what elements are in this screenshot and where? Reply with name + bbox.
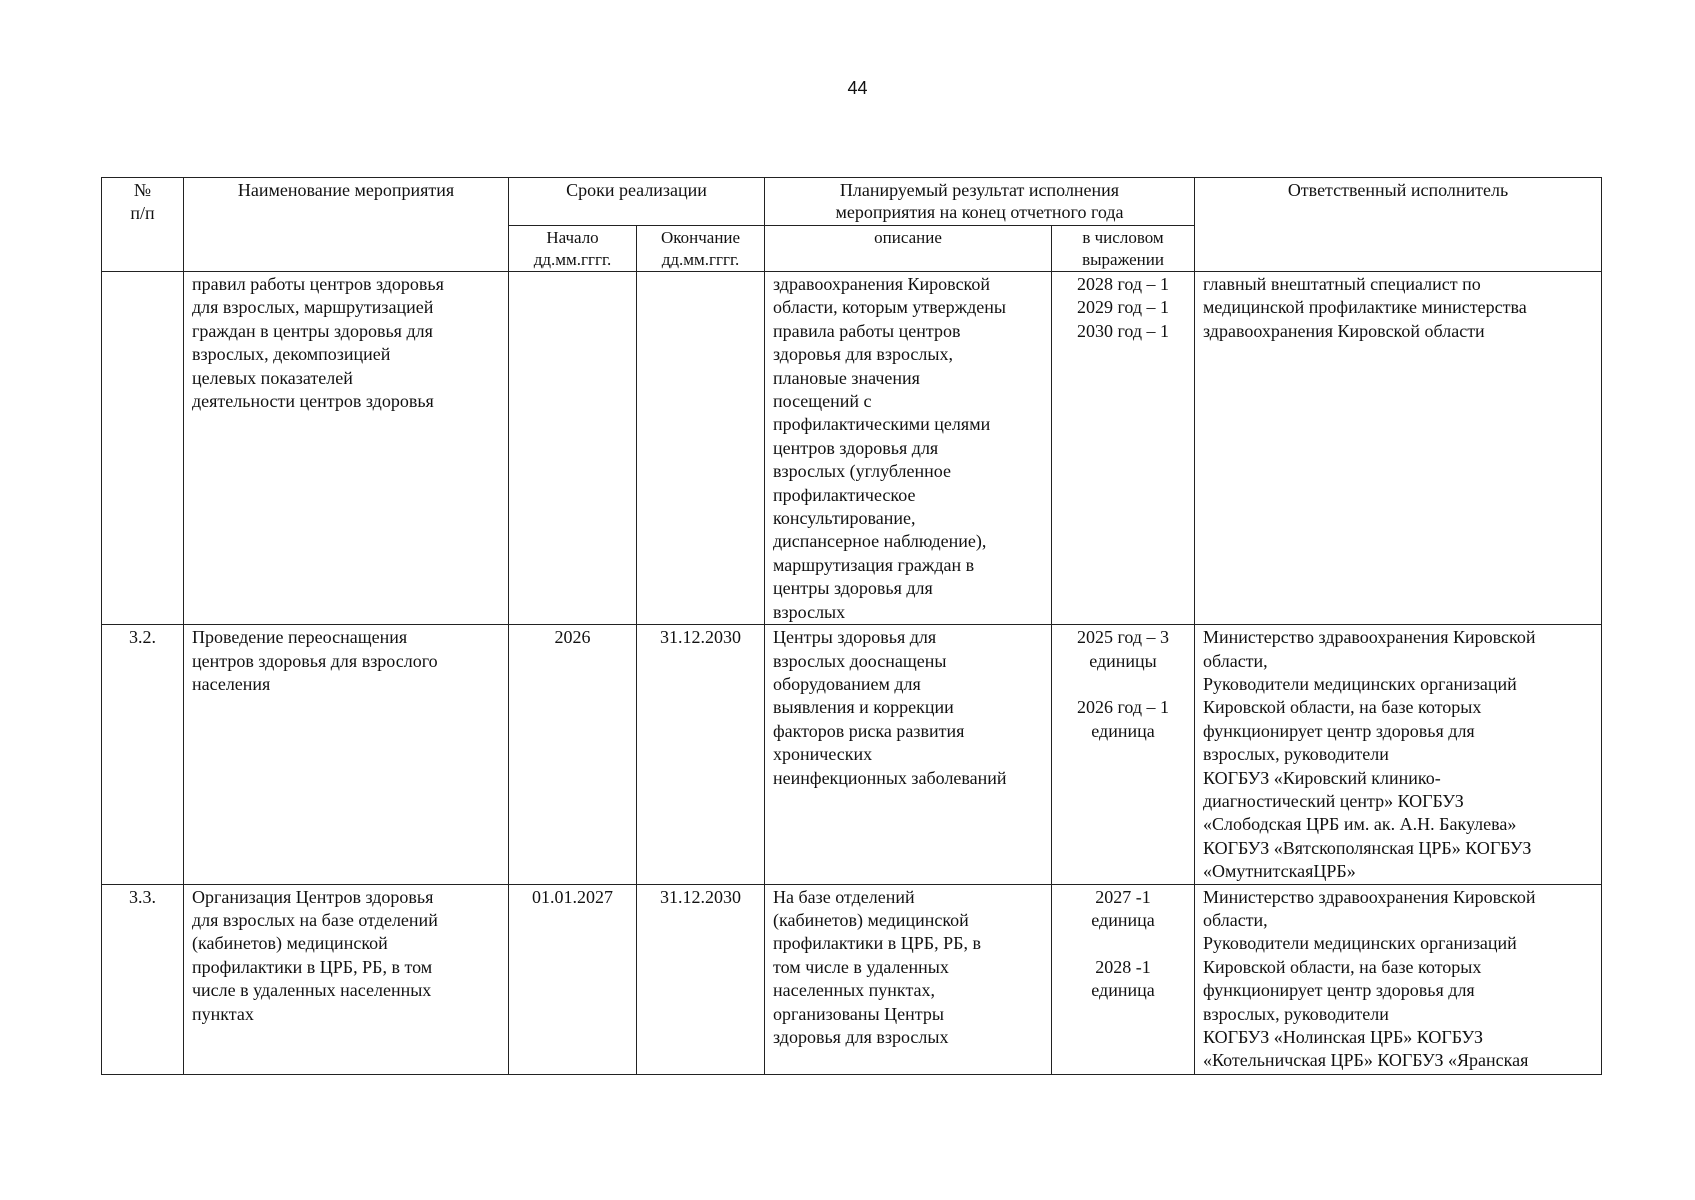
header-row-1: [102, 178, 1602, 226]
table-row: [102, 272, 1602, 625]
row-end: 31.12.2030: [637, 625, 765, 884]
header-num: № п/п: [102, 178, 184, 272]
row-start: 2026: [509, 625, 637, 884]
header-result: Планируемый результат исполнения мероприятия на конец отчетного года: [765, 178, 1195, 226]
row-responsible: Министерство здравоохранения Кировской области, Руководители медицинских организаций Кировской области, на базе которых функционирует центр здоровья для взрослых, руководители КОГБУЗ «Нолинская ЦРБ» КОГБУЗ «Котельничская ЦРБ» КОГБУЗ «Яранская: [1195, 884, 1602, 1074]
header-numeric: в числовом выражении: [1052, 226, 1195, 272]
row-name: Организация Центров здоровья для взрослых на базе отделений (кабинетов) медицинской профилактики в ЦРБ, РБ, в том числе в удаленных населенных пунктах: [184, 884, 509, 1074]
row-responsible: главный внештатный специалист по медицинской профилактике министерства здравоохранения Кировской области: [1195, 272, 1602, 625]
row-num: 3.3.: [102, 884, 184, 1074]
activities-table: [101, 177, 1602, 1075]
row-name: правил работы центров здоровья для взрослых, маршрутизацией граждан в центры здоровья для взрослых, декомпозицией целевых показателей деятельности центров здоровья: [184, 272, 509, 625]
table-row: [102, 625, 1602, 884]
header-start: Начало дд.мм.гггг.: [509, 226, 637, 272]
header-end: Окончание дд.мм.гггг.: [637, 226, 765, 272]
row-numeric: 2025 год – 3 единицы 2026 год – 1 единица: [1052, 625, 1195, 884]
row-description: На базе отделений (кабинетов) медицинской профилактики в ЦРБ, РБ, в том числе в удаленных населенных пунктах, организованы Центры здоровья для взрослых: [765, 884, 1052, 1074]
header-terms: Сроки реализации: [509, 178, 765, 226]
header-name: Наименование мероприятия: [184, 178, 509, 272]
row-start: 01.01.2027: [509, 884, 637, 1074]
row-end: 31.12.2030: [637, 884, 765, 1074]
page-number: 44: [847, 78, 868, 98]
row-numeric: 2028 год – 1 2029 год – 1 2030 год – 1: [1052, 272, 1195, 625]
row-responsible: Министерство здравоохранения Кировской области, Руководители медицинских организаций Кировской области, на базе которых функционирует центр здоровья для взрослых, руководители КОГБУЗ «Кировский клинико- диагностический центр» КОГБУЗ «Слободская ЦРБ им. ак. А.Н. Бакулева» КОГБУЗ «Вятскополянская ЦРБ» КОГБУЗ «ОмутнитскаяЦРБ»: [1195, 625, 1602, 884]
row-description: здравоохранения Кировской области, которым утверждены правила работы центров здоровья для взрослых, плановые значения посещений с профилактическими целями центров здоровья для взрослых (углубленное профилактическое консультирование, диспансерное наблюдение), маршрутизация граждан в центры здоровья для взрослых: [765, 272, 1052, 625]
table-row: [102, 884, 1602, 1074]
row-numeric: 2027 -1 единица 2028 -1 единица: [1052, 884, 1195, 1074]
row-name: Проведение переоснащения центров здоровья для взрослого населения: [184, 625, 509, 884]
row-end: [637, 272, 765, 625]
row-start: [509, 272, 637, 625]
header-description: описание: [765, 226, 1052, 272]
row-description: Центры здоровья для взрослых дооснащены оборудованием для выявления и коррекции факторов риска развития хронических неинфекционных заболеваний: [765, 625, 1052, 884]
header-responsible: Ответственный исполнитель: [1195, 178, 1602, 272]
row-num: 3.2.: [102, 625, 184, 884]
row-num: [102, 272, 184, 625]
